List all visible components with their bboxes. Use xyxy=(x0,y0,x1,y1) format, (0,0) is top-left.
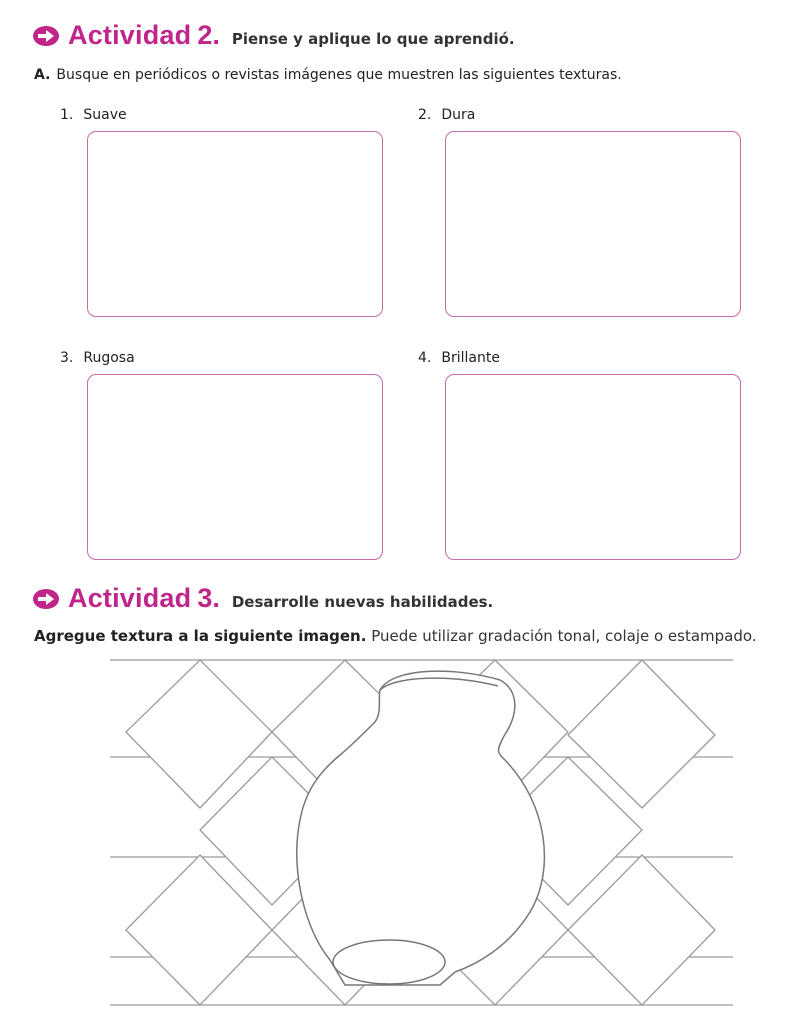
activity-2-subtitle: Piense y aplique lo que aprendió. xyxy=(231,30,515,48)
texture-label-1: 1. Suave xyxy=(60,107,127,123)
section-a-letter: A. xyxy=(34,67,51,83)
activity-3-title: Actividad xyxy=(68,583,192,613)
texture-label-4: 4. Brillante xyxy=(418,350,500,366)
activity-3-number: 3. xyxy=(197,583,220,613)
texture-label-2: 2. Dura xyxy=(418,107,476,123)
activity-3-subtitle: Desarrolle nuevas habilidades. xyxy=(231,593,494,611)
instruction-rest: Puede utilizar gradación tonal, colaje o estampado. xyxy=(371,627,757,645)
activity-2-number: 2. xyxy=(197,20,220,50)
jug-base xyxy=(333,940,445,984)
texture-label-3: 3. Rugosa xyxy=(60,350,135,366)
section-a-text: Busque en periódicos o revistas imágenes que muestren las siguientes texturas. xyxy=(56,67,622,83)
instruction-bold: Agregue textura a la siguiente imagen. xyxy=(34,627,367,645)
activity-2-title: Actividad xyxy=(68,20,192,50)
